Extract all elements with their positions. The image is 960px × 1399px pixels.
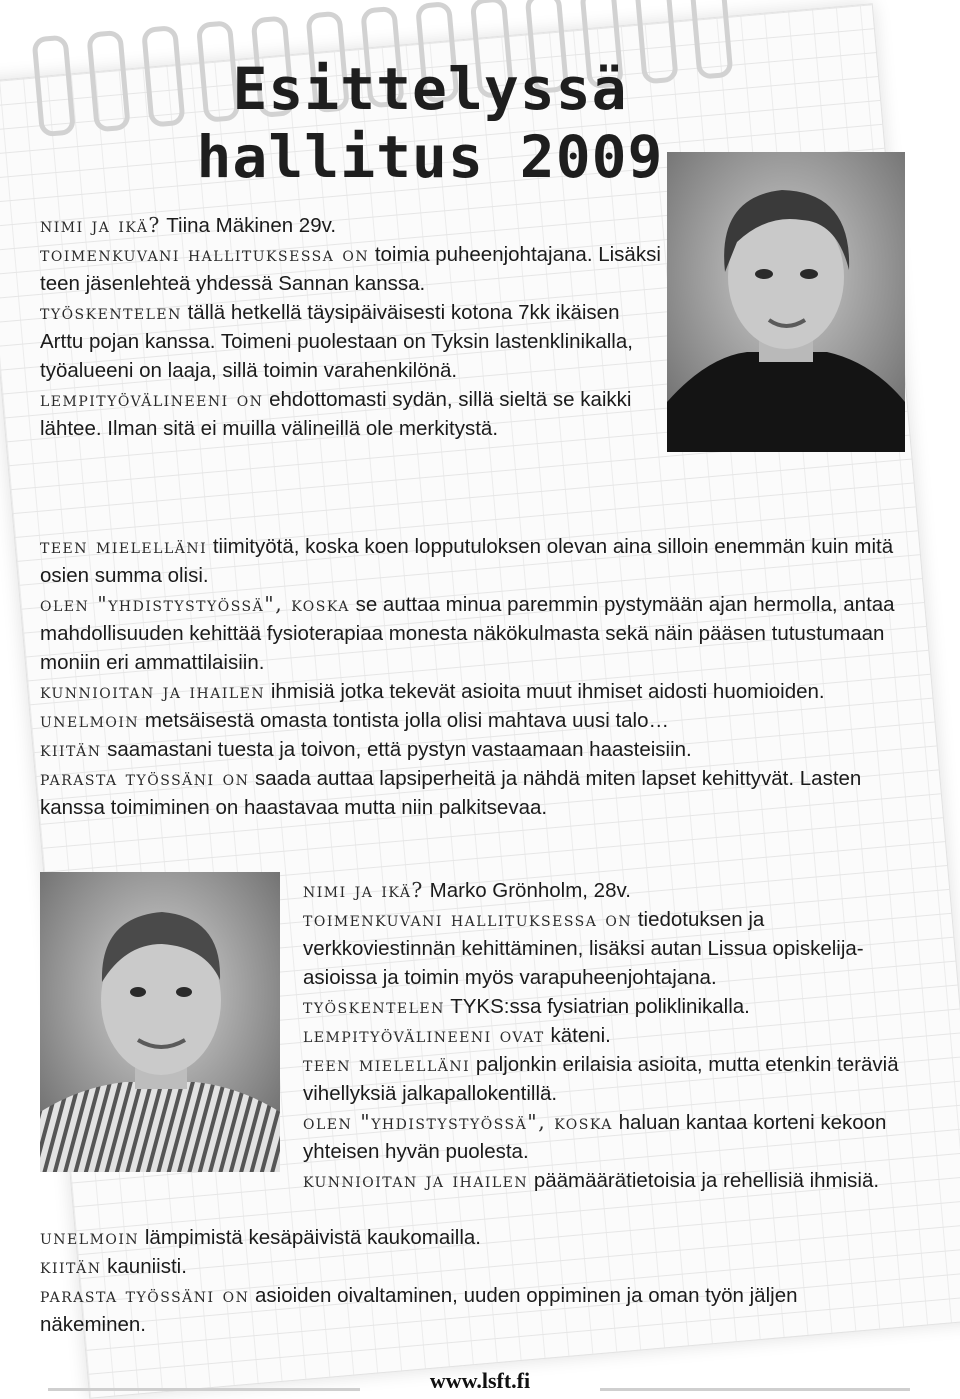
question-label: nimi ja ikä? bbox=[303, 878, 424, 902]
question-label: lempityövälineeni ovat bbox=[303, 1023, 545, 1047]
profile-row bbox=[40, 1281, 900, 1339]
profile-row bbox=[40, 735, 900, 764]
answer-text: lämpimistä kesäpäivistä kaukomailla. bbox=[139, 1226, 481, 1249]
question-label: työskentelen bbox=[40, 300, 182, 324]
profile-row bbox=[40, 1252, 900, 1281]
profile-marko bbox=[303, 876, 913, 1195]
profile-row bbox=[303, 1166, 913, 1195]
question-label: toimenkuvani hallituksessa on bbox=[303, 907, 633, 931]
answer-text: se auttaa minua paremmin pystymään ajan hermolla, antaa mahdollisuuden kehittää fysioterapiaa monesta näkökulmasta sekä näin pääsen tutustumaan moniin eri ammattilaisiin. bbox=[40, 593, 895, 674]
profile-tiina bbox=[40, 211, 665, 443]
question-label: toimenkuvani hallituksessa on bbox=[40, 242, 370, 266]
question-label: nimi ja ikä? bbox=[40, 213, 161, 237]
question-label: olen "yhdistystyössä", koska bbox=[40, 592, 350, 616]
profile-row bbox=[303, 992, 913, 1021]
question-label: unelmoin bbox=[40, 1225, 140, 1249]
answer-text: haluan kantaa korteni kekoon yhteisen hyvän puolesta. bbox=[303, 1111, 887, 1163]
profile-row bbox=[40, 385, 665, 443]
answer-text: saada auttaa lapsiperheitä ja nähdä miten lapset kehittyvät. Lasten kanssa toimiminen on haastavaa mutta niin palkitsevaa. bbox=[40, 767, 862, 819]
profile-row bbox=[40, 764, 900, 822]
footer bbox=[0, 1366, 960, 1396]
question-label: lempityövälineeni on bbox=[40, 387, 264, 411]
profile-row bbox=[303, 905, 913, 992]
profile-row bbox=[303, 1021, 913, 1050]
question-label: kunnioitan ja ihailen bbox=[40, 679, 266, 703]
portrait-tiina-drawing bbox=[667, 152, 905, 452]
question-label: olen "yhdistystyössä", koska bbox=[303, 1110, 613, 1134]
profile-row bbox=[303, 1050, 913, 1108]
portrait-photo-tiina bbox=[667, 152, 905, 452]
answer-text: TYKS:ssa fysiatrian poliklinikalla. bbox=[444, 995, 750, 1018]
profile-row bbox=[40, 298, 665, 385]
answer-text: saamastani tuesta ja toivon, että pystyn vastaamaan haasteisiin. bbox=[101, 738, 692, 761]
profile-row bbox=[40, 211, 665, 240]
answer-text: tiedotuksen ja verkkoviestinnän kehittäminen, lisäksi autan Lissua opiskelija-asioissa ja toimin myös varapuheenjohtajana. bbox=[303, 908, 864, 989]
answer-text: tällä hetkellä täysipäiväisesti kotona 7kk ikäisen Arttu pojan kanssa. Toimeni puolestaan on Tyksin lastenklinikalla, työalueeni on laaja, sillä toimin varahenkilönä. bbox=[40, 301, 633, 382]
question-label: kunnioitan ja ihailen bbox=[303, 1168, 529, 1192]
question-label: unelmoin bbox=[40, 708, 140, 732]
answer-text: Marko Grönholm, 28v. bbox=[423, 879, 631, 902]
profile-row bbox=[40, 532, 900, 590]
answer-text: kauniisti. bbox=[101, 1255, 187, 1278]
question-label: teen mielelläni bbox=[40, 534, 208, 558]
profile-tiina-continued bbox=[40, 532, 900, 822]
profile-row bbox=[40, 240, 665, 298]
answer-text: tiimityötä, koska koen lopputuloksen olevan aina silloin enemmän kuin mitä osien summa olisi. bbox=[40, 535, 894, 587]
answer-text: metsäisestä omasta tontista jolla olisi mahtava uusi talo… bbox=[139, 709, 669, 732]
answer-text: päämäärätietoisia ja rehellisiä ihmisiä. bbox=[528, 1169, 880, 1192]
portrait-marko-drawing bbox=[40, 872, 280, 1172]
portrait-photo-marko bbox=[40, 872, 280, 1172]
spiral-ring bbox=[31, 35, 76, 138]
answer-text: ehdottomasti sydän, sillä sieltä se kaikki lähtee. Ilman sitä ei muilla välineillä ole merkitystä. bbox=[40, 388, 632, 440]
footer-website-link[interactable]: www.lsft.fi bbox=[429, 1368, 531, 1393]
question-label: kiitän bbox=[40, 1254, 102, 1278]
profile-marko-continued bbox=[40, 1223, 900, 1339]
profile-row bbox=[303, 876, 913, 905]
profile-row bbox=[40, 677, 900, 706]
answer-text: Tiina Mäkinen 29v. bbox=[160, 214, 337, 237]
footer-divider bbox=[48, 1388, 360, 1391]
profile-row bbox=[40, 706, 900, 735]
profile-row bbox=[303, 1108, 913, 1166]
question-label: kiitän bbox=[40, 737, 102, 761]
answer-text: paljonkin erilaisia asioita, mutta etenkin teräviä vihellyksiä jalkapallokentillä. bbox=[303, 1053, 899, 1105]
page-title: Esittelyssä hallitus 2009 bbox=[196, 55, 664, 191]
question-label: parasta työssäni on bbox=[40, 766, 250, 790]
answer-text: toimia puheenjohtajana. Lisäksi teen jäsenlehteä yhdessä Sannan kanssa. bbox=[40, 243, 661, 295]
question-label: teen mielelläni bbox=[303, 1052, 471, 1076]
answer-text: ihmisiä jotka tekevät asioita muut ihmiset aidosti huomioiden. bbox=[265, 680, 825, 703]
answer-text: asioiden oivaltaminen, uuden oppiminen ja oman työn jäljen näkeminen. bbox=[40, 1284, 798, 1336]
answer-text: käteni. bbox=[544, 1024, 611, 1047]
question-label: parasta työssäni on bbox=[40, 1283, 250, 1307]
profile-row bbox=[40, 1223, 900, 1252]
question-label: työskentelen bbox=[303, 994, 445, 1018]
profile-row bbox=[40, 590, 900, 677]
footer-divider bbox=[600, 1388, 910, 1391]
